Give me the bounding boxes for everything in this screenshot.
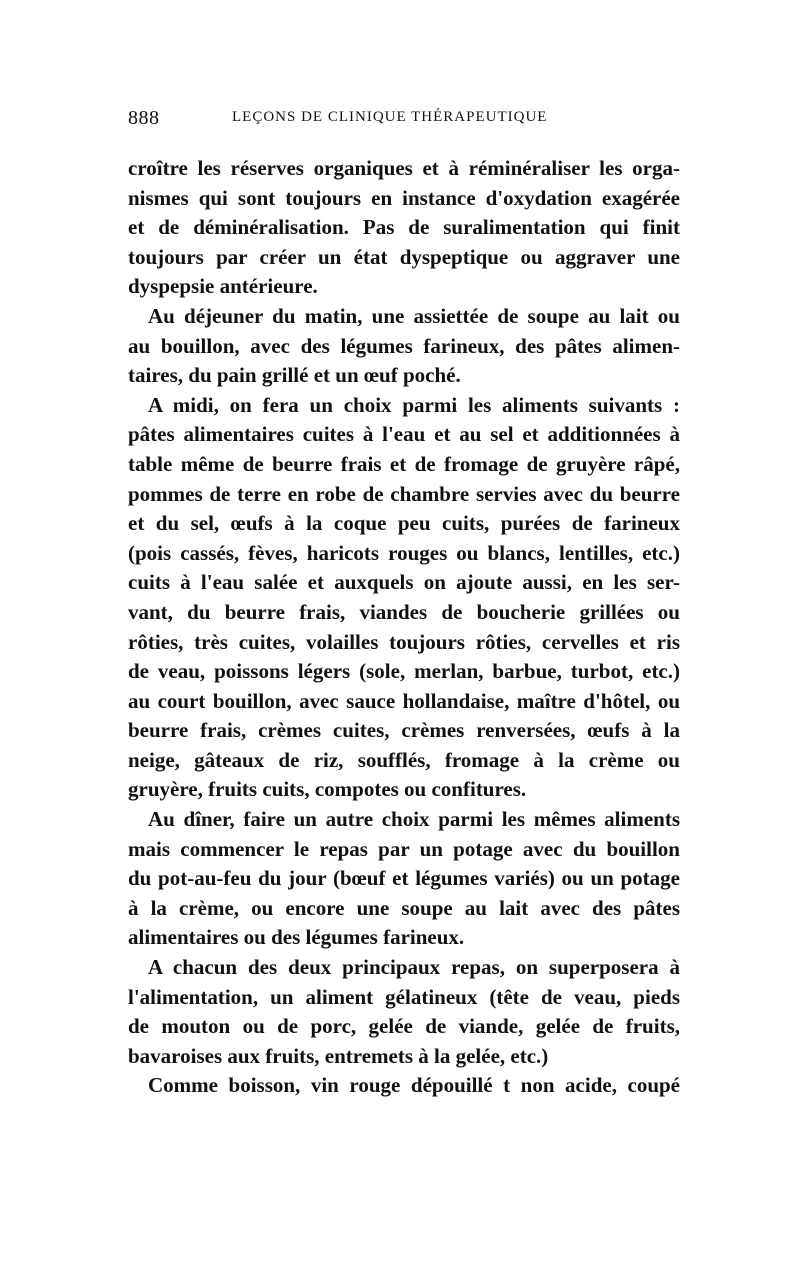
text-line: nismes qui sont toujours en instance d'oxydation exagérée xyxy=(128,185,680,210)
text-line: et de déminéralisation. Pas de suralimentation qui finit xyxy=(128,215,680,240)
text-line: de mouton ou de porc, gelée de viande, gelée de fruits, xyxy=(128,1014,680,1039)
text-line: gruyère, fruits cuits, compotes ou confitures. xyxy=(128,777,527,802)
page-number: 888 xyxy=(128,107,160,129)
running-head xyxy=(128,107,684,137)
text-line: du pot-au-feu du jour (bœuf et légumes variés) ou un potage xyxy=(128,866,680,891)
text-line: bavaroises aux fruits, entremets à la gelée, etc.) xyxy=(128,1043,549,1068)
text-line: dyspepsie antérieure. xyxy=(128,274,318,299)
text-line: toujours par créer un état dyspeptique ou aggraver une xyxy=(128,244,680,269)
text-line: (pois cassés, fèves, haricots rouges ou blancs, lentilles, etc.) xyxy=(128,540,680,565)
text-line: Au dîner, faire un autre choix parmi les mêmes aliments xyxy=(148,807,680,832)
text-line: alimentaires ou des légumes farineux. xyxy=(128,925,465,950)
text-line: rôties, très cuites, volailles toujours rôties, cervelles et ris xyxy=(128,629,680,654)
text-line: au court bouillon, avec sauce hollandaise, maître d'hôtel, ou xyxy=(128,688,680,713)
text-line: Au déjeuner du matin, une assiettée de soupe au lait ou xyxy=(148,303,680,328)
text-line: table même de beurre frais et de fromage de gruyère râpé, xyxy=(128,451,680,476)
text-line: cuits à l'eau salée et auxquels on ajoute aussi, en les ser- xyxy=(128,570,680,595)
text-line: à la crème, ou encore une soupe au lait avec des pâtes xyxy=(128,895,680,920)
text-line: de veau, poissons légers (sole, merlan, barbue, turbot, etc.) xyxy=(128,659,680,684)
text-line: neige, gâteaux de riz, soufflés, fromage à la crème ou xyxy=(128,747,680,772)
text-line: au bouillon, avec des légumes farineux, des pâtes alimen- xyxy=(128,333,680,358)
text-line: beurre frais, crèmes cuites, crèmes renversées, œufs à la xyxy=(128,718,680,743)
text-body xyxy=(128,154,680,1101)
text-line: croître les réserves organiques et à réminéraliser les orga- xyxy=(128,156,680,180)
text-line: A midi, on fera un choix parmi les aliments suivants : xyxy=(148,392,680,417)
text-line: et du sel, œufs à la coque peu cuits, purées de farineux xyxy=(128,511,680,536)
text-line: vant, du beurre frais, viandes de boucherie grillées ou xyxy=(128,599,680,624)
running-title: LEÇONS DE CLINIQUE THÉRAPEUTIQUE xyxy=(232,109,548,125)
text-line: taires, du pain grillé et un œuf poché. xyxy=(128,363,461,388)
text-line: pommes de terre en robe de chambre servies avec du beurre xyxy=(128,481,680,506)
text-line: l'alimentation, un aliment gélatineux (tête de veau, pieds xyxy=(128,984,680,1009)
text-line: A chacun des deux principaux repas, on superposera à xyxy=(148,955,680,980)
text-line: pâtes alimentaires cuites à l'eau et au sel et additionnées à xyxy=(128,422,680,447)
text-line: Comme boisson, vin rouge dépouillé t non acide, coupé xyxy=(148,1073,680,1098)
text-line: mais commencer le repas par un potage avec du bouillon xyxy=(128,836,680,861)
